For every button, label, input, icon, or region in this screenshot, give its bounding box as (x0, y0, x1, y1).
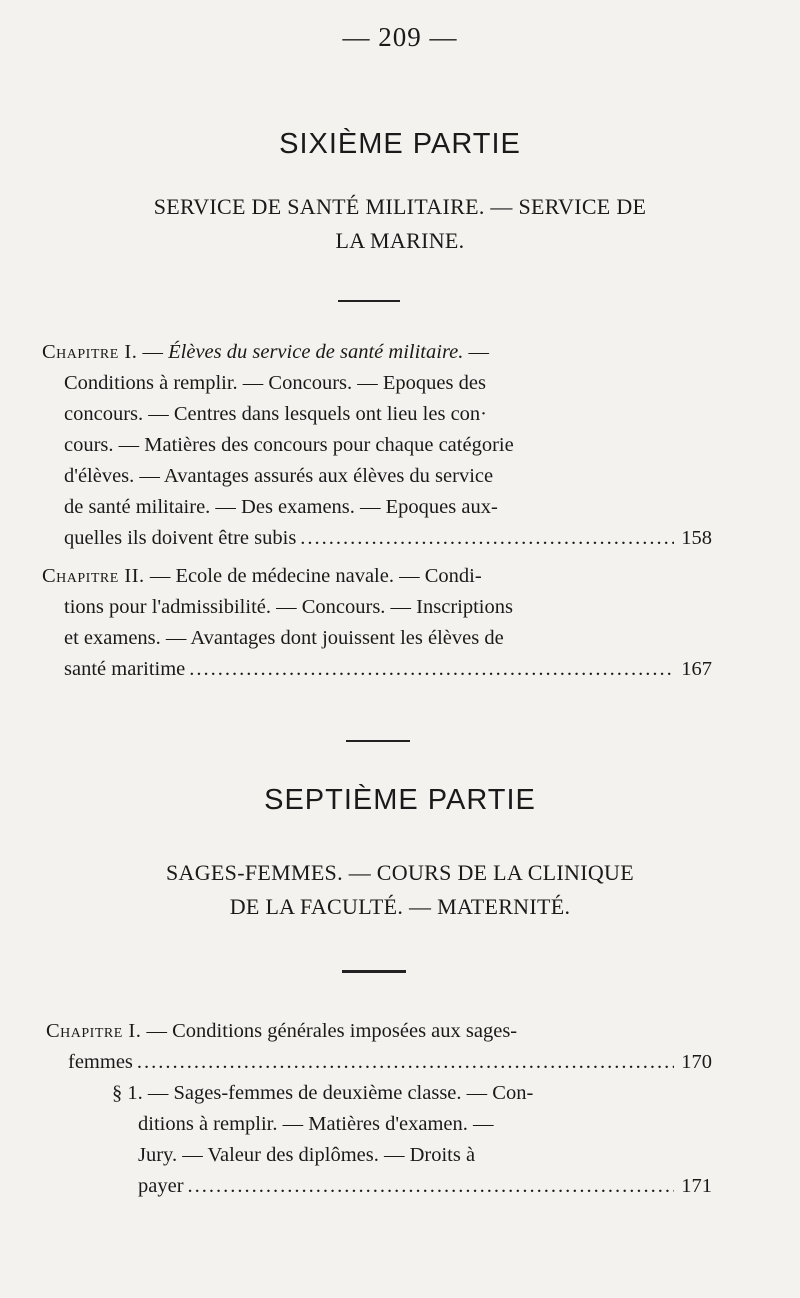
dot-leader (189, 654, 674, 685)
toc-line: Conditions à remplir. — Concours. — Epoques des (64, 372, 486, 394)
part-title-6: SIXIÈME PARTIE (279, 128, 521, 160)
toc-line: Chapitre II. — Ecole de médecine navale. — Condi- (42, 565, 482, 587)
dot-leader (188, 1171, 674, 1202)
part-subtitle-7-line1: SAGES-FEMMES. — COURS DE LA CLINIQUE (166, 860, 634, 885)
dot-leader (137, 1047, 674, 1078)
toc-line: d'élèves. — Avantages assurés aux élèves du service (64, 465, 494, 487)
toc-line: cours. — Matières des concours pour chaque catégorie (64, 434, 514, 456)
toc-line: et examens. — Avantages dont jouissent les élèves de (64, 627, 504, 649)
page-ref: 158 (681, 527, 712, 549)
part-subtitle-6-line1: SERVICE DE SANTÉ MILITAIRE. — SERVICE DE (153, 194, 647, 219)
divider (342, 970, 406, 973)
divider (338, 300, 400, 302)
toc-line: Chapitre I. — Élèves du service de santé militaire. — (42, 341, 490, 363)
toc-line-leader: santé maritime ..... 167 (64, 654, 712, 685)
divider (346, 740, 410, 742)
part-subtitle-7 (0, 856, 800, 924)
dot-leader (300, 523, 674, 554)
toc-line-leader: femmes ..... 170 (68, 1047, 712, 1078)
page-ref: 170 (681, 1051, 712, 1073)
toc-line-leader: quelles ils doivent être subis ..... 158 (64, 523, 712, 554)
toc-line: concours. — Centres dans lesquels ont lieu les con· (64, 403, 488, 425)
chapter-label: Chapitre I. (46, 1020, 142, 1042)
toc-line: de santé militaire. — Des examens. — Epoques aux- (64, 496, 498, 518)
part-subtitle-6-line2: LA MARINE. (335, 228, 465, 253)
chapter-label: Chapitre I. (42, 341, 138, 363)
part-subtitle-7-line2: DE LA FACULTÉ. — MATERNITÉ. (229, 894, 571, 919)
page-ref: 171 (681, 1175, 712, 1197)
page-ref: 167 (681, 658, 712, 680)
toc-line: Jury. — Valeur des diplômes. — Droits à (138, 1144, 476, 1166)
page-number: — 209 — (342, 22, 458, 52)
part-title-7: SEPTIÈME PARTIE (264, 784, 536, 816)
toc-line-leader: payer ..... 171 (138, 1171, 712, 1202)
toc-line: Chapitre I. — Conditions générales imposées aux sages- (46, 1020, 518, 1042)
toc-line: ditions à remplir. — Matières d'examen. — (138, 1113, 494, 1135)
toc-line: tions pour l'admissibilité. — Concours. — Inscriptions (64, 596, 513, 618)
chapter-title: Élèves du service de santé militaire. (168, 341, 464, 363)
chapter-label: Chapitre II. (42, 565, 145, 587)
toc-line: § 1. — Sages-femmes de deuxième classe. — Con- (112, 1082, 534, 1104)
part-subtitle-6 (0, 190, 800, 258)
